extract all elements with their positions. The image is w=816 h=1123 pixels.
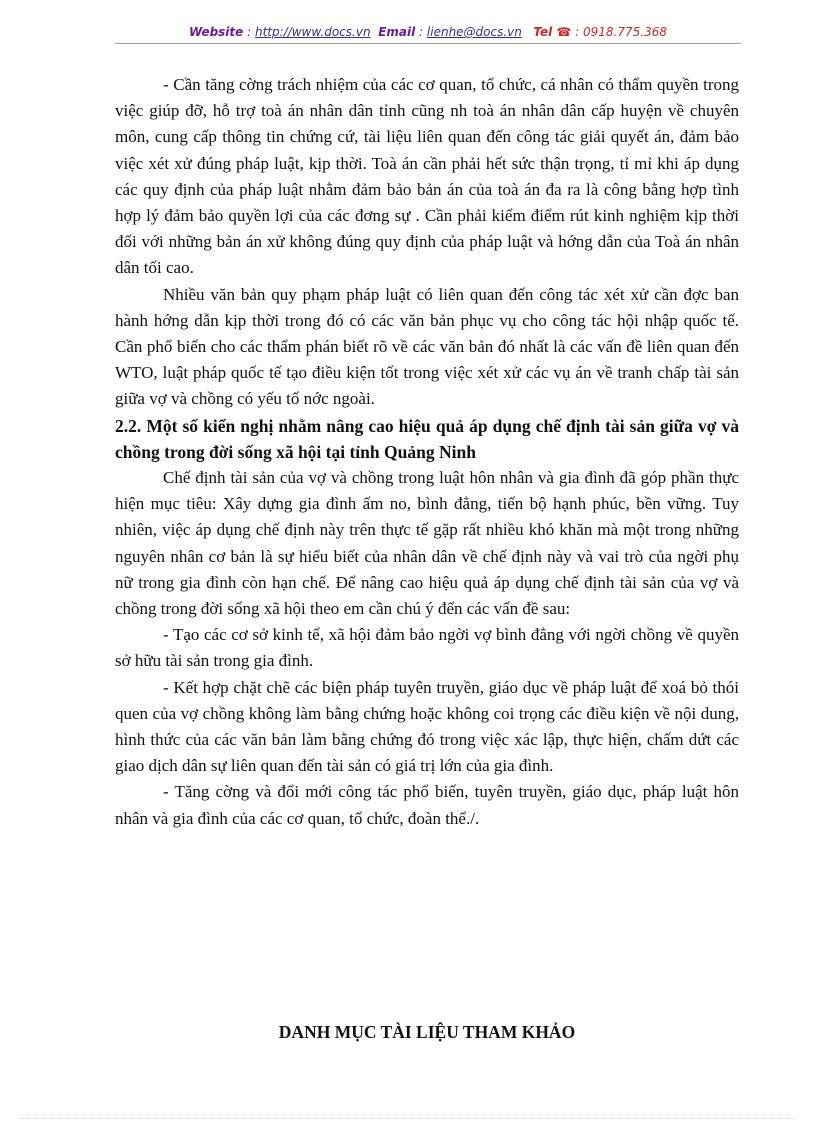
section-paragraph-propaganda: - Kết hợp chặt chẽ các biện pháp tuyên truyền, giáo dục về pháp luật để xoá bỏ thói quen của vợ chồng không làm bằng chứng hoặc không coi trọng các điều kiện về nội dung, hình thức của các văn bản làm bằng chứng đó trong việc xác lập, thực hiện, chấm dứt các giao dịch dân sự liên quan đến tài sản có giá trị lớn của gia đình.: [115, 677, 739, 776]
paragraph-legal-documents: Nhiều văn bản quy phạm pháp luật có liên quan đến công tác xét xử cần đợc ban hành hớng dẫn kịp thời trong đó có các văn bản phục vụ cho công tác hội nhập quốc tế. Cần phổ biến cho các thẩm phán biết rõ về các văn bản đó nhất là các vấn đề liên quan đến WTO, luật pháp quốc tế tạo điều kiện tốt trong việc xét xử các vụ án về tranh chấp tài sản giữa vợ và chồng có yếu tố nớc ngoài.: [115, 284, 739, 409]
section-paragraph-economic-basis: - Tạo các cơ sở kinh tế, xã hội đảm bảo ngời vợ bình đẳng với ngời chồng về quyền sở hữu tài sản trong gia đình.: [115, 625, 739, 671]
header-divider: [115, 43, 741, 44]
footer-divider: [20, 1118, 796, 1119]
paragraph-court-responsibility: - Cần tăng cờng trách nhiệm của các cơ quan, tổ chức, cá nhân có thẩm quyền trong việc giúp đỡ, hỗ trợ toà án nhân dân tỉnh cũng nh toà án nhân dân cấp huyện về chuyên môn, cung cấp thông tin chứng cứ, tài liệu liên quan đến công tác giải quyết án, đảm bảo việc xét xử đúng pháp luật, kịp thời. Toà án cần phải hết sức thận trọng, tỉ mỉ khi áp dụng các quy định của pháp luật nhằm đảm bảo bản án của toà án đa ra là công bằng hợp tình hợp lý đảm bảo quyền lợi của các đơng sự . Cần phải kiểm điểm rút kinh nghiệm kịp thời đối với những bản án xử không đúng quy định của pháp luật và hớng dẫn của Toà án nhân dân tối cao.: [115, 75, 739, 278]
website-label: Website: [188, 25, 244, 39]
email-link[interactable]: lienhe@docs.vn: [426, 25, 522, 39]
website-link[interactable]: http://www.docs.vn: [254, 25, 371, 39]
page-header: [115, 23, 741, 43]
tel-label: Tel ☎: [533, 25, 572, 39]
document-body: [115, 72, 739, 832]
tel-separator: :: [571, 25, 584, 39]
tel-number: 0918.775.368: [583, 25, 668, 39]
section-heading-2-2: 2.2. Một số kiến nghị nhằm nâng cao hiệu quả áp dụng chế định tài sản giữa vợ và chồng trong đời sống xã hội tại tỉnh Quảng Ninh: [115, 415, 739, 462]
email-label: Email: [378, 25, 416, 39]
references-title: DANH MỤC TÀI LIỆU THAM KHẢO: [278, 1022, 576, 1042]
email-separator: :: [415, 25, 427, 39]
section-paragraph-intro: Chế định tài sản của vợ và chồng trong luật hôn nhân và gia đình đã góp phần thực hiện mục tiêu: Xây dựng gia đình ấm no, bình đẳng, tiến bộ hạnh phúc, bền vững. Tuy nhiên, việc áp dụng chế định này trên thực tế gặp rất nhiều khó khăn mà một trong những nguyên nhân cơ bản là sự hiểu biết của nhân dân về chế định này và vai trò của ngời phụ nữ trong gia đình còn hạn chế. Để nâng cao hiệu quả áp dụng chế định tài sản của vợ và chồng trong đời sống xã hội theo em cần chú ý đến các vấn đề sau:: [115, 468, 739, 619]
website-separator: :: [243, 25, 255, 39]
section-paragraph-dissemination: - Tăng cờng và đổi mới công tác phổ biến, tuyên truyền, giáo dục, pháp luật hôn nhân và gia đình của các cơ quan, tổ chức, đoàn thể./.: [115, 782, 739, 828]
